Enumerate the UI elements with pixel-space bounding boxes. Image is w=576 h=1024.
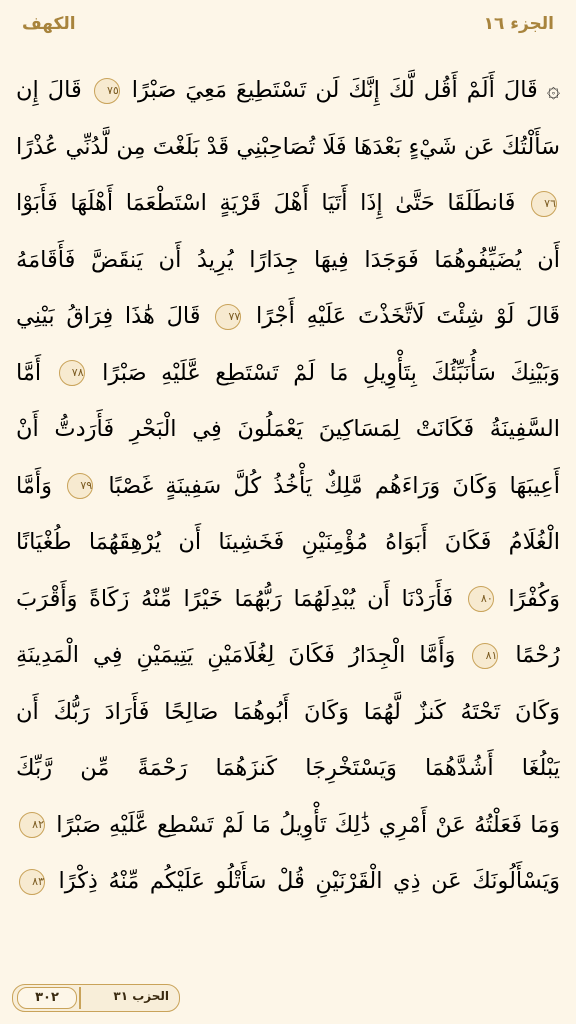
ayah-number-marker: ٧٦ [531,191,557,217]
ayah-number-marker: ٧٧ [215,304,241,330]
page-footer [12,984,180,1012]
text-line [16,853,560,910]
text-line [16,571,560,628]
text-line [16,740,560,797]
verse-text: فَأَرَدْنَا أَن يُبْدِلَهُمَا رَبُّهُمَا خَيْرًا مِّنْهُ زَكَاةً وَأَقْرَبَ [16,585,454,612]
page-number: ٣٠٢ [17,987,77,1009]
text-line [16,514,560,571]
verse-text: أَعِيبَهَا وَكَانَ وَرَاءَهُم مَّلِكٌ يَأْخُذُ كُلَّ سَفِينَةٍ غَصْبًا [108,472,560,499]
verse-text: قَالَ إِن [16,77,82,103]
verse-text: فَانطَلَقَا حَتَّىٰ إِذَا أَتَيَا أَهْلَ قَرْيَةٍ اسْتَطْعَمَا أَهْلَهَا فَأَبَوْا [16,190,516,216]
ayah-number-marker: ٨٣ [19,869,45,895]
verse-text: أَمَّا [16,359,42,386]
verse-text: وَمَا فَعَلْتُهُ عَنْ أَمْرِي ذَٰلِكَ تَأْوِيلُ مَا لَمْ تَسْطِع عَّلَيْهِ صَبْرًا [56,811,560,838]
text-line [16,401,560,458]
footer-divider [79,987,81,1009]
verse-text: وَأَمَّا [16,472,53,499]
verse-text: سَأَلْتُكَ عَن شَيْءٍ بَعْدَهَا فَلَا تُصَاحِبْنِي قَدْ بَلَغْتَ مِن لَّدُنِّي عُذْرًا [16,133,560,160]
verse-text: قَالَ هَٰذَا فِرَاقُ بَيْنِي [16,303,201,329]
verse-text: قَالَ لَوْ شِئْتَ لَاتَّخَذْتَ عَلَيْهِ أَجْرًا [256,303,560,329]
page-header [0,0,576,50]
verse-text: يَبْلُغَا أَشُدَّهُمَا وَيَسْتَخْرِجَا كَنزَهُمَا رَحْمَةً مِّن رَّبِّكَ [16,755,560,781]
verse-text: أَن يُضَيِّفُوهُمَا فَوَجَدَا فِيهَا جِدَارًا يُرِيدُ أَن يَنقَضَّ فَأَقَامَهُ [16,246,560,273]
text-line [16,62,560,119]
verse-text: وَكَانَ تَحْتَهُ كَنزٌ لَّهُمَا وَكَانَ أَبُوهُمَا صَالِحًا فَأَرَادَ رَبُّكَ أَن [16,698,560,725]
surah-name: الكهف [22,14,76,34]
verse-text: وَأَمَّا الْجِدَارُ فَكَانَ لِغُلَامَيْنِ يَتِيمَيْنِ فِي الْمَدِينَةِ [16,642,456,668]
verse-text: السَّفِينَةُ فَكَانَتْ لِمَسَاكِينَ يَعْمَلُونَ فِي الْبَحْرِ فَأَرَدتُّ أَنْ [16,416,560,442]
verse-text: وَبَيْنِكَ سَأُنَبِّئُكَ بِتَأْوِيلِ مَا لَمْ تَسْتَطِع عَّلَيْهِ صَبْرًا [102,359,560,386]
text-line [16,458,560,515]
text-line [16,684,560,741]
verse-text: الْغُلَامُ فَكَانَ أَبَوَاهُ مُؤْمِنَيْنِ فَخَشِينَا أَن يُرْهِقَهُمَا طُغْيَانًا [16,529,560,555]
verse-text: وَيَسْأَلُونَكَ عَن ذِي الْقَرْنَيْنِ قُلْ سَأَتْلُو عَلَيْكُم مِّنْهُ ذِكْرًا [58,868,560,894]
hizb-label: الحزب ٣١ [113,989,169,1003]
text-line [16,232,560,289]
juz-label: الجزء ١٦ [483,14,554,34]
ayah-number-marker: ٨١ [472,643,498,669]
ayah-number-marker: ٧٥ [94,78,120,104]
text-line [16,797,560,854]
ayah-number-marker: ٨٠ [468,586,494,612]
ayah-number-marker: ٧٨ [59,360,85,386]
verse-text: ۞ قَالَ أَلَمْ أَقُل لَّكَ إِنَّكَ لَن تَسْتَطِيعَ مَعِيَ صَبْرًا [131,77,560,103]
verse-text: وَكُفْرًا [508,585,560,612]
quran-page-text [16,62,560,967]
text-line [16,627,560,684]
text-line [16,119,560,176]
ayah-number-marker: ٧٩ [67,473,93,499]
verse-text: رُحْمًا [515,642,560,668]
ayah-number-marker: ٨٢ [19,812,45,838]
text-line [16,288,560,345]
text-line [16,345,560,402]
text-line [16,175,560,232]
